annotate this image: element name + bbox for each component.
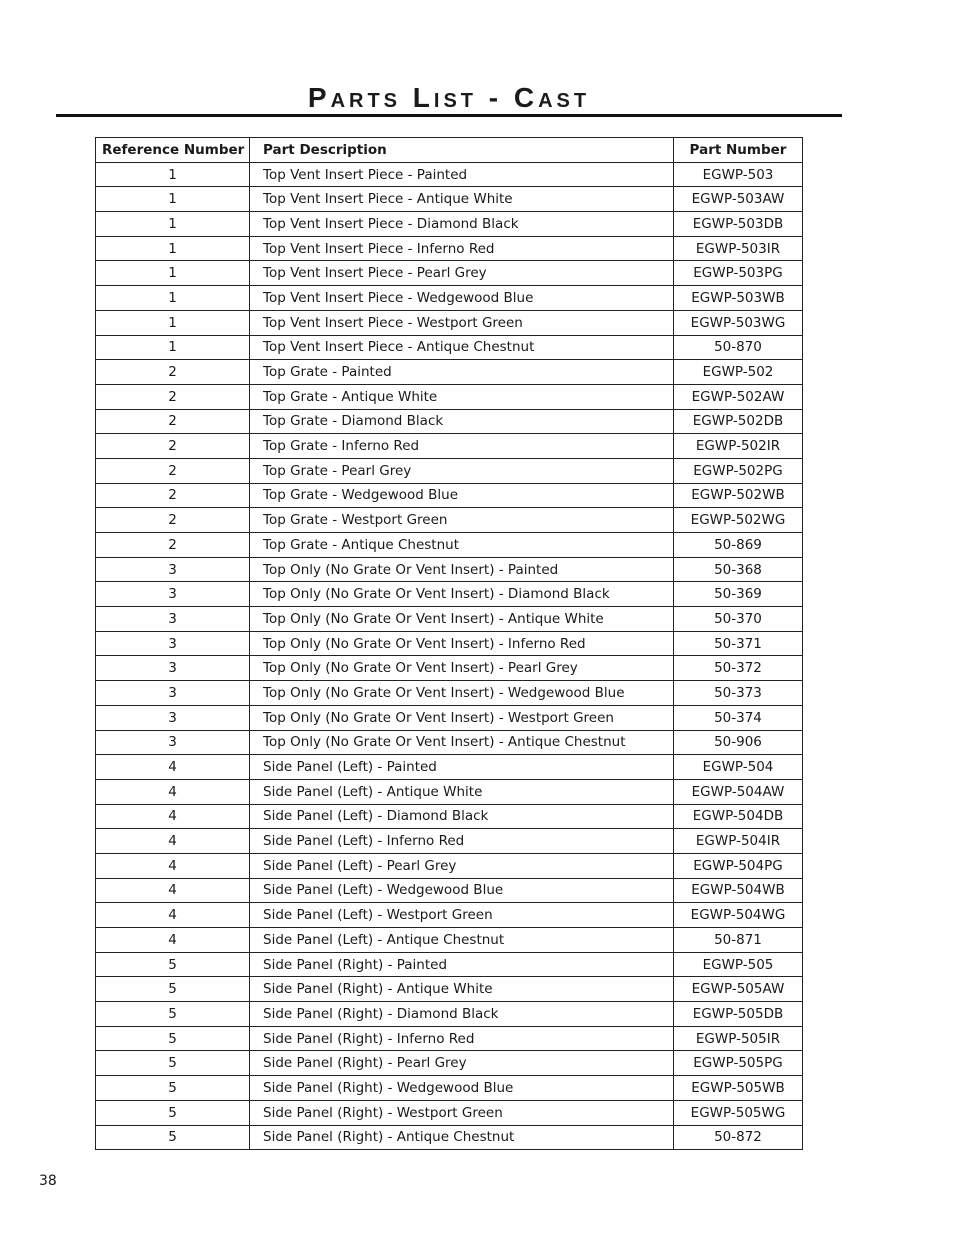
- cell-reference-number: 2: [96, 384, 250, 409]
- cell-part-number: EGWP-504WG: [674, 903, 803, 928]
- cell-part-number: EGWP-504PG: [674, 853, 803, 878]
- cell-reference-number: 2: [96, 434, 250, 459]
- cell-part-description: Side Panel (Left) - Wedgewood Blue: [250, 878, 674, 903]
- cell-part-description: Top Grate - Inferno Red: [250, 434, 674, 459]
- cell-reference-number: 4: [96, 878, 250, 903]
- table-row: [96, 409, 803, 434]
- table-row: [96, 1076, 803, 1101]
- cell-part-number: EGWP-504IR: [674, 829, 803, 854]
- table-row: [96, 458, 803, 483]
- cell-part-number: EGWP-502WB: [674, 483, 803, 508]
- cell-reference-number: 4: [96, 804, 250, 829]
- cell-reference-number: 1: [96, 187, 250, 212]
- page-header: [56, 78, 842, 118]
- table-row: [96, 162, 803, 187]
- cell-part-description: Top Vent Insert Piece - Diamond Black: [250, 212, 674, 237]
- cell-part-description: Top Grate - Painted: [250, 360, 674, 385]
- cell-reference-number: 4: [96, 903, 250, 928]
- cell-reference-number: 3: [96, 730, 250, 755]
- table-row: [96, 533, 803, 558]
- cell-part-number: EGWP-504WB: [674, 878, 803, 903]
- table-row: [96, 878, 803, 903]
- parts-table: [95, 137, 803, 1150]
- cell-part-number: EGWP-505IR: [674, 1026, 803, 1051]
- cell-reference-number: 3: [96, 705, 250, 730]
- cell-part-number: EGWP-505AW: [674, 977, 803, 1002]
- cell-part-number: EGWP-502IR: [674, 434, 803, 459]
- table-row: [96, 310, 803, 335]
- cell-reference-number: 4: [96, 829, 250, 854]
- table-row: [96, 434, 803, 459]
- cell-part-description: Top Vent Insert Piece - Pearl Grey: [250, 261, 674, 286]
- cell-part-number: 50-374: [674, 705, 803, 730]
- table-row: [96, 335, 803, 360]
- cell-reference-number: 2: [96, 458, 250, 483]
- cell-part-description: Side Panel (Right) - Wedgewood Blue: [250, 1076, 674, 1101]
- cell-part-description: Top Grate - Pearl Grey: [250, 458, 674, 483]
- cell-reference-number: 3: [96, 557, 250, 582]
- cell-reference-number: 5: [96, 1076, 250, 1101]
- cell-reference-number: 1: [96, 212, 250, 237]
- cell-part-number: EGWP-502: [674, 360, 803, 385]
- title-underline: [56, 114, 842, 117]
- cell-part-description: Side Panel (Left) - Pearl Grey: [250, 853, 674, 878]
- cell-part-number: 50-368: [674, 557, 803, 582]
- cell-part-description: Top Grate - Wedgewood Blue: [250, 483, 674, 508]
- cell-part-number: EGWP-503WB: [674, 286, 803, 311]
- cell-part-number: EGWP-502AW: [674, 384, 803, 409]
- cell-reference-number: 2: [96, 360, 250, 385]
- cell-part-description: Top Only (No Grate Or Vent Insert) - Diamond Black: [250, 582, 674, 607]
- cell-reference-number: 5: [96, 1125, 250, 1150]
- cell-reference-number: 5: [96, 1051, 250, 1076]
- table-row: [96, 631, 803, 656]
- cell-part-number: EGWP-505WB: [674, 1076, 803, 1101]
- cell-part-description: Side Panel (Right) - Painted: [250, 952, 674, 977]
- cell-reference-number: 1: [96, 286, 250, 311]
- cell-part-number: EGWP-504: [674, 755, 803, 780]
- cell-reference-number: 3: [96, 656, 250, 681]
- cell-reference-number: 4: [96, 755, 250, 780]
- cell-reference-number: 4: [96, 928, 250, 953]
- cell-part-description: Top Only (No Grate Or Vent Insert) - Antique Chestnut: [250, 730, 674, 755]
- cell-reference-number: 3: [96, 582, 250, 607]
- table-row: [96, 928, 803, 953]
- header-part-description: Part Description: [250, 138, 674, 163]
- table-row: [96, 1026, 803, 1051]
- table-row: [96, 705, 803, 730]
- table-row: [96, 384, 803, 409]
- table-row: [96, 1051, 803, 1076]
- table-row: [96, 483, 803, 508]
- cell-part-description: Top Only (No Grate Or Vent Insert) - Wedgewood Blue: [250, 681, 674, 706]
- cell-part-description: Top Grate - Westport Green: [250, 508, 674, 533]
- cell-part-description: Top Only (No Grate Or Vent Insert) - Inferno Red: [250, 631, 674, 656]
- table-row: [96, 286, 803, 311]
- cell-part-description: Side Panel (Left) - Antique Chestnut: [250, 928, 674, 953]
- cell-reference-number: 5: [96, 977, 250, 1002]
- cell-part-number: EGWP-502DB: [674, 409, 803, 434]
- cell-part-number: EGWP-503DB: [674, 212, 803, 237]
- cell-part-description: Top Vent Insert Piece - Wedgewood Blue: [250, 286, 674, 311]
- cell-part-description: Top Vent Insert Piece - Painted: [250, 162, 674, 187]
- header-part-number: Part Number: [674, 138, 803, 163]
- cell-part-description: Top Grate - Diamond Black: [250, 409, 674, 434]
- cell-part-number: EGWP-504DB: [674, 804, 803, 829]
- cell-reference-number: 3: [96, 681, 250, 706]
- cell-reference-number: 3: [96, 631, 250, 656]
- cell-reference-number: 2: [96, 533, 250, 558]
- cell-part-number: EGWP-503IR: [674, 236, 803, 261]
- cell-reference-number: 1: [96, 310, 250, 335]
- cell-part-number: EGWP-503AW: [674, 187, 803, 212]
- table-header-row: [96, 138, 803, 163]
- cell-part-description: Side Panel (Left) - Diamond Black: [250, 804, 674, 829]
- cell-part-description: Top Vent Insert Piece - Inferno Red: [250, 236, 674, 261]
- cell-part-number: EGWP-504AW: [674, 779, 803, 804]
- cell-part-description: Side Panel (Left) - Antique White: [250, 779, 674, 804]
- cell-part-description: Top Vent Insert Piece - Antique Chestnut: [250, 335, 674, 360]
- cell-part-number: EGWP-505PG: [674, 1051, 803, 1076]
- cell-part-description: Side Panel (Left) - Painted: [250, 755, 674, 780]
- cell-reference-number: 4: [96, 779, 250, 804]
- cell-part-description: Side Panel (Right) - Pearl Grey: [250, 1051, 674, 1076]
- cell-part-number: EGWP-505DB: [674, 1002, 803, 1027]
- table-row: [96, 236, 803, 261]
- cell-part-description: Top Vent Insert Piece - Antique White: [250, 187, 674, 212]
- cell-part-number: 50-369: [674, 582, 803, 607]
- table-row: [96, 656, 803, 681]
- table-row: [96, 1125, 803, 1150]
- cell-part-description: Top Grate - Antique Chestnut: [250, 533, 674, 558]
- cell-part-number: 50-869: [674, 533, 803, 558]
- header-reference-number: Reference Number: [96, 138, 250, 163]
- cell-part-description: Side Panel (Right) - Westport Green: [250, 1100, 674, 1125]
- cell-part-number: 50-370: [674, 607, 803, 632]
- table-row: [96, 360, 803, 385]
- table-row: [96, 853, 803, 878]
- cell-part-description: Top Only (No Grate Or Vent Insert) - Antique White: [250, 607, 674, 632]
- cell-reference-number: 1: [96, 162, 250, 187]
- table-row: [96, 977, 803, 1002]
- table-row: [96, 508, 803, 533]
- cell-part-description: Top Only (No Grate Or Vent Insert) - Painted: [250, 557, 674, 582]
- table-row: [96, 607, 803, 632]
- cell-reference-number: 2: [96, 409, 250, 434]
- cell-reference-number: 3: [96, 607, 250, 632]
- cell-reference-number: 5: [96, 1002, 250, 1027]
- table-row: [96, 755, 803, 780]
- cell-part-number: 50-906: [674, 730, 803, 755]
- cell-part-number: EGWP-502PG: [674, 458, 803, 483]
- cell-part-number: EGWP-505WG: [674, 1100, 803, 1125]
- cell-reference-number: 5: [96, 952, 250, 977]
- parts-table-body: [96, 162, 803, 1150]
- table-row: [96, 681, 803, 706]
- cell-part-description: Top Only (No Grate Or Vent Insert) - Westport Green: [250, 705, 674, 730]
- cell-part-description: Side Panel (Right) - Antique Chestnut: [250, 1125, 674, 1150]
- table-row: [96, 212, 803, 237]
- cell-reference-number: 5: [96, 1100, 250, 1125]
- cell-reference-number: 1: [96, 335, 250, 360]
- cell-reference-number: 1: [96, 261, 250, 286]
- cell-part-number: 50-373: [674, 681, 803, 706]
- cell-part-number: EGWP-503: [674, 162, 803, 187]
- table-row: [96, 557, 803, 582]
- table-row: [96, 582, 803, 607]
- cell-part-description: Top Vent Insert Piece - Westport Green: [250, 310, 674, 335]
- cell-part-number: 50-371: [674, 631, 803, 656]
- cell-reference-number: 2: [96, 508, 250, 533]
- cell-part-number: 50-870: [674, 335, 803, 360]
- cell-part-number: EGWP-503WG: [674, 310, 803, 335]
- cell-part-number: 50-871: [674, 928, 803, 953]
- table-row: [96, 261, 803, 286]
- page-number: 38: [39, 1173, 57, 1189]
- cell-part-number: EGWP-502WG: [674, 508, 803, 533]
- table-row: [96, 903, 803, 928]
- table-row: [96, 730, 803, 755]
- cell-part-description: Side Panel (Left) - Westport Green: [250, 903, 674, 928]
- cell-part-description: Side Panel (Left) - Inferno Red: [250, 829, 674, 854]
- table-row: [96, 187, 803, 212]
- cell-part-number: EGWP-505: [674, 952, 803, 977]
- cell-reference-number: 2: [96, 483, 250, 508]
- cell-reference-number: 1: [96, 236, 250, 261]
- page-title: Parts List - Cast: [307, 82, 591, 113]
- table-row: [96, 829, 803, 854]
- cell-part-number: 50-872: [674, 1125, 803, 1150]
- cell-reference-number: 4: [96, 853, 250, 878]
- cell-part-number: EGWP-503PG: [674, 261, 803, 286]
- cell-part-description: Side Panel (Right) - Inferno Red: [250, 1026, 674, 1051]
- cell-part-description: Top Grate - Antique White: [250, 384, 674, 409]
- cell-part-description: Side Panel (Right) - Diamond Black: [250, 1002, 674, 1027]
- table-row: [96, 804, 803, 829]
- cell-part-description: Side Panel (Right) - Antique White: [250, 977, 674, 1002]
- cell-reference-number: 5: [96, 1026, 250, 1051]
- table-row: [96, 1002, 803, 1027]
- table-row: [96, 952, 803, 977]
- cell-part-description: Top Only (No Grate Or Vent Insert) - Pearl Grey: [250, 656, 674, 681]
- cell-part-number: 50-372: [674, 656, 803, 681]
- table-row: [96, 1100, 803, 1125]
- table-row: [96, 779, 803, 804]
